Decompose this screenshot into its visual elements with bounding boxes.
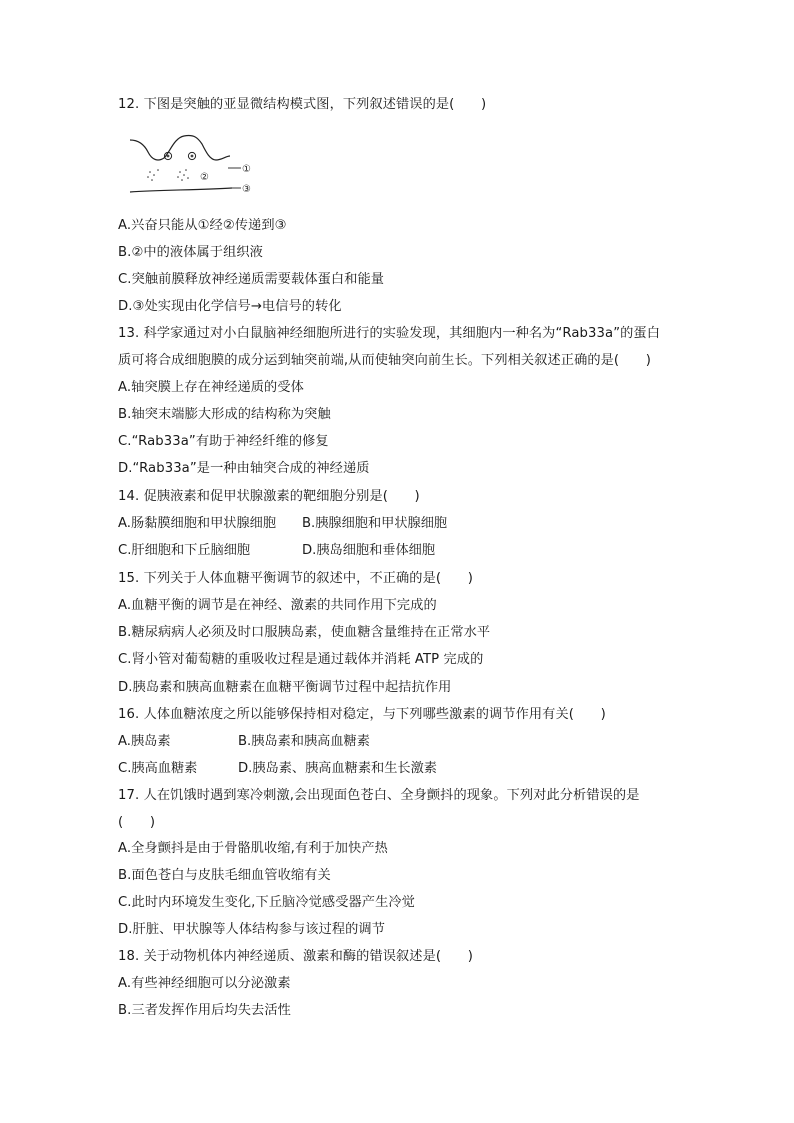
question-15-stem: 15. 下列关于人体血糖平衡调节的叙述中，不正确的是( ) <box>118 571 473 586</box>
question-18-stem: 18. 关于动物机体内神经递质、激素和酶的错误叙述是( ) <box>118 949 473 964</box>
q12-option-d: D.③处实现由化学信号→电信号的转化 <box>118 299 342 314</box>
question-14-stem: 14. 促胰液素和促甲状腺激素的靶细胞分别是( ) <box>118 489 420 504</box>
q18-option-b: B.三者发挥作用后均失去活性 <box>118 1003 291 1018</box>
question-13-stem-line1: 13. 科学家通过对小白鼠脑神经细胞所进行的实验发现，其细胞内一种名为“Rab33a”的蛋白 <box>118 326 660 341</box>
q13-option-b: B.轴突末端膨大形成的结构称为突触 <box>118 407 331 422</box>
question-13-stem-line2: 质可将合成细胞膜的成分运到轴突前端,从而使轴突向前生长。下列相关叙述正确的是( ) <box>118 353 651 368</box>
q17-option-b: B.面色苍白与皮肤毛细血管收缩有关 <box>118 868 331 883</box>
q13-option-a: A.轴突膜上存在神经递质的受体 <box>118 380 304 395</box>
q18-option-a: A.有些神经细胞可以分泌激素 <box>118 976 291 991</box>
vesicle-core <box>167 155 170 158</box>
q13-option-c: C.“Rab33a”有助于神经纤维的修复 <box>118 434 329 449</box>
q16-option-c: C.胰高血糖素 <box>118 761 198 776</box>
q17-option-d: D.肝脏、甲状腺等人体结构参与该过程的调节 <box>118 922 386 937</box>
q15-option-d: D.胰岛素和胰高血糖素在血糖平衡调节过程中起拮抗作用 <box>118 680 452 695</box>
q12-option-c: C.突触前膜释放神经递质需要载体蛋白和能量 <box>118 272 385 287</box>
vesicle-core <box>191 155 194 158</box>
label-3: ③ <box>242 184 251 195</box>
q14-option-d: D.胰岛细胞和垂体细胞 <box>302 543 436 558</box>
label-1: ① <box>242 164 251 175</box>
question-12-stem: 12. 下图是突触的亚显微结构模式图，下列叙述错误的是( ) <box>118 97 487 112</box>
q16-option-a: A.胰岛素 <box>118 734 171 749</box>
postsynaptic-membrane <box>130 188 232 192</box>
q12-option-a: A.兴奋只能从①经②传递到③ <box>118 218 287 233</box>
presynaptic-membrane <box>130 135 230 160</box>
label-2: ② <box>200 172 209 183</box>
question-17-stem-line1: 17. 人在饥饿时遇到寒冷刺激,会出现面色苍白、全身颤抖的现象。下列对此分析错误的是 <box>118 788 640 803</box>
q15-option-b: B.糖尿病病人必须及时口服胰岛素，使血糖含量维持在正常水平 <box>118 625 491 640</box>
q17-option-c: C.此时内环境发生变化,下丘脑冷觉感受器产生冷觉 <box>118 895 415 910</box>
q16-option-b: B.胰岛素和胰高血糖素 <box>238 734 370 749</box>
q16-option-d: D.胰岛素、胰高血糖素和生长激素 <box>238 761 437 776</box>
q14-option-b: B.胰腺细胞和甲状腺细胞 <box>302 516 448 531</box>
q14-option-c: C.肝细胞和下丘脑细胞 <box>118 543 251 558</box>
q17-option-a: A.全身颤抖是由于骨骼肌收缩,有利于加快产热 <box>118 841 388 856</box>
question-16-stem: 16. 人体血糖浓度之所以能够保持相对稳定，与下列哪些激素的调节作用有关( ) <box>118 707 606 722</box>
q12-option-b: B.②中的液体属于组织液 <box>118 245 263 260</box>
q15-option-c: C.肾小管对葡萄糖的重吸收过程是通过载体并消耗 ATP 完成的 <box>118 652 484 667</box>
synapse-diagram <box>128 134 258 198</box>
q13-option-d: D.“Rab33a”是一种由轴突合成的神经递质 <box>118 461 370 476</box>
neurotransmitter-dots <box>147 169 189 181</box>
q14-option-a: A.肠黏膜细胞和甲状腺细胞 <box>118 516 277 531</box>
question-17-stem-line2: ( ) <box>118 815 156 830</box>
q15-option-a: A.血糖平衡的调节是在神经、激素的共同作用下完成的 <box>118 598 437 613</box>
